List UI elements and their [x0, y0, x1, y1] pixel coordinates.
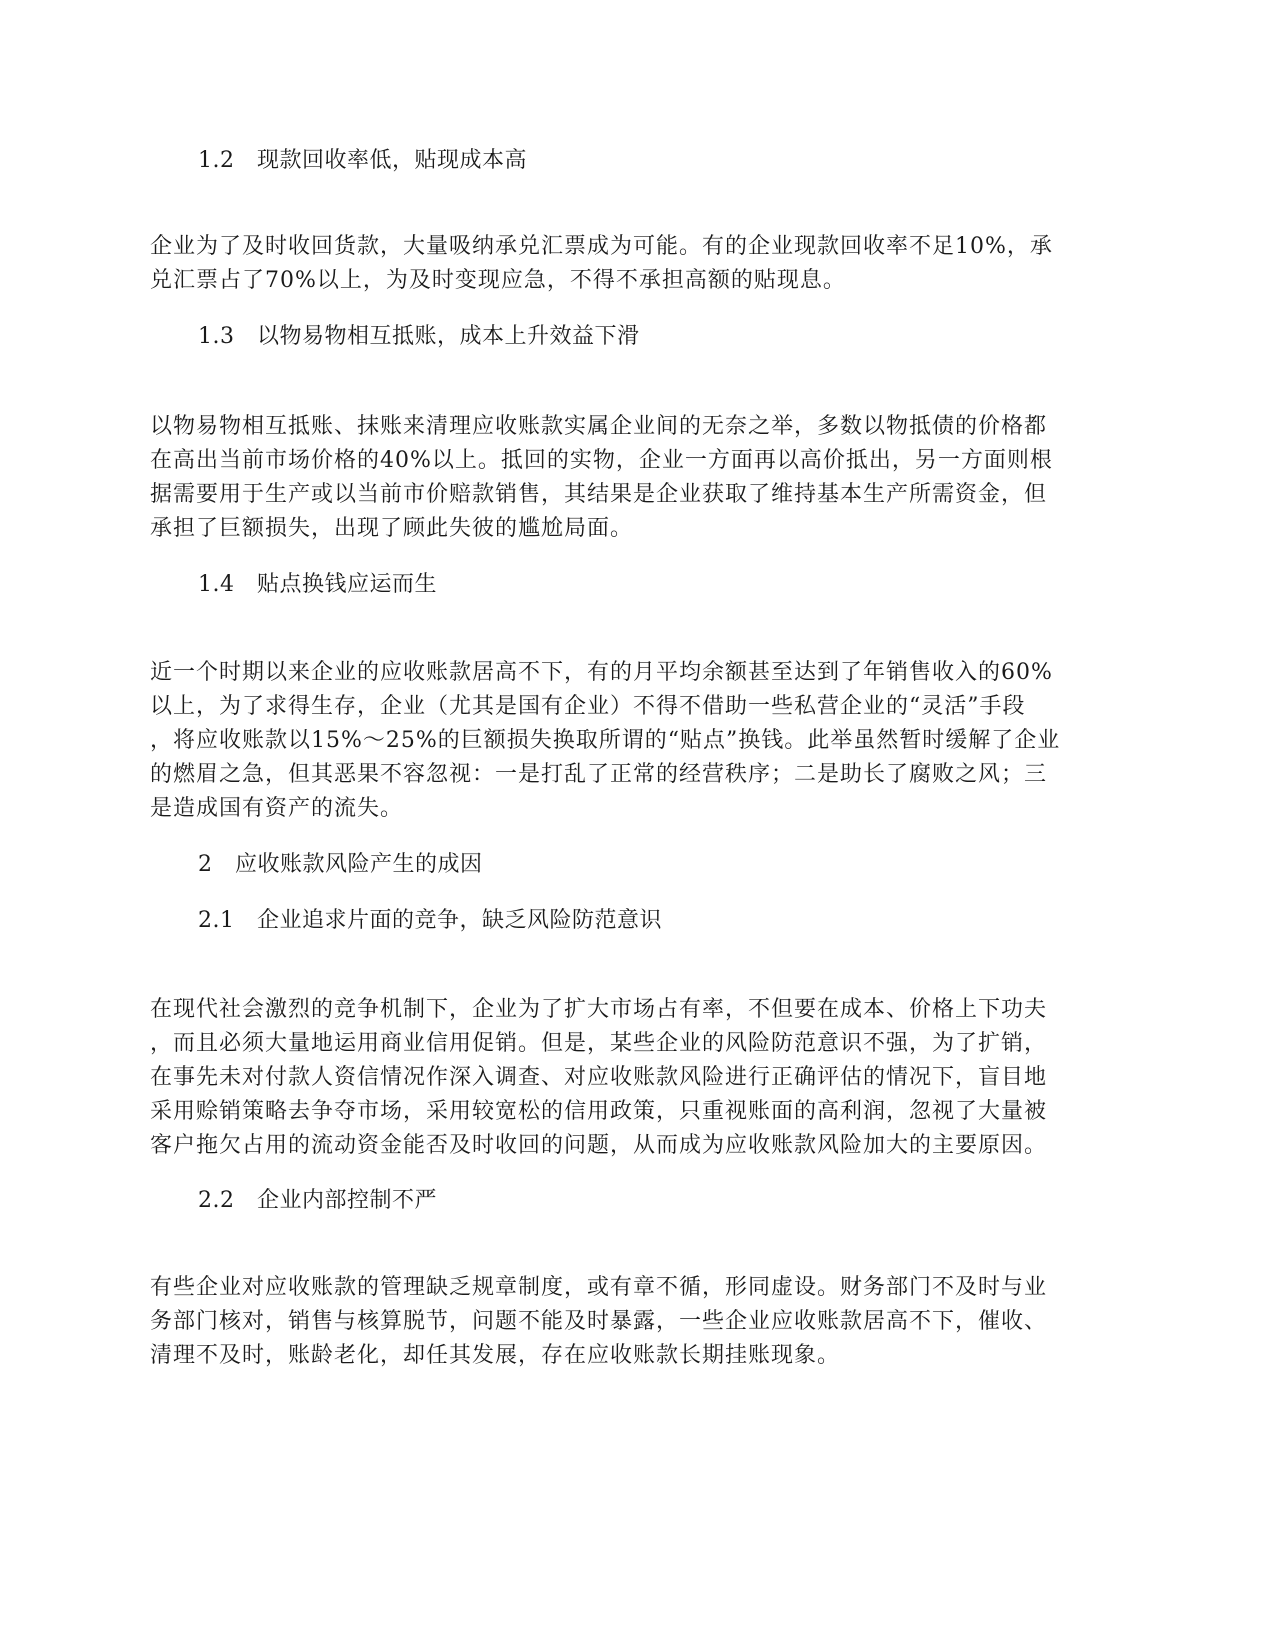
paragraph-1-3: [150, 410, 1130, 546]
paragraph-line: 务部门核对，销售与核算脱节，问题不能及时暴露，一些企业应收账款居高不下，催收、: [150, 1309, 1048, 1334]
paragraph-line: 以上，为了求得生存，企业（尤其是国有企业）不得不借助一些私营企业的“灵活”手段: [150, 694, 1026, 719]
paragraph-2-2: [150, 1271, 1130, 1373]
paragraph-line: 有些企业对应收账款的管理缺乏规章制度，或有章不循，形同虚设。财务部门不及时与业: [150, 1275, 1048, 1300]
paragraph-line: 承担了巨额损失，出现了顾此失彼的尴尬局面。: [150, 516, 634, 541]
paragraph-2-1: [150, 993, 1130, 1163]
paragraph-line: 是造成国有资产的流失。: [150, 796, 404, 821]
paragraph-1-2: [150, 230, 1130, 298]
paragraph-1-4: [150, 656, 1130, 826]
paragraph-line: 采用赊销策略去争夺市场，采用较宽松的信用政策，只重视账面的高利润，忽视了大量被: [150, 1099, 1048, 1124]
paragraph-line: 的燃眉之急，但其恶果不容忽视：一是打乱了正常的经营秩序；二是助长了腐败之风；三: [150, 762, 1048, 787]
paragraph-line: 兑汇票占了70%以上，为及时变现应急，不得不承担高额的贴现息。: [150, 268, 846, 293]
paragraph-line: 清理不及时，账龄老化，却任其发展，存在应收账款长期挂账现象。: [150, 1343, 841, 1368]
paragraph-line: ，而且必须大量地运用商业信用促销。但是，某些企业的风险防范意识不强，为了扩销，: [150, 1031, 1048, 1056]
paragraph-line: 企业为了及时收回货款，大量吸纳承兑汇票成为可能。有的企业现款回收率不足10%，承: [150, 234, 1053, 259]
paragraph-line: 以物易物相互抵账、抹账来清理应收账款实属企业间的无奈之举，多数以物抵债的价格都: [150, 414, 1048, 439]
paragraph-line: 在现代社会激烈的竞争机制下，企业为了扩大市场占有率，不但要在成本、价格上下功夫: [150, 997, 1048, 1022]
paragraph-line: 在事先未对付款人资信情况作深入调查、对应收账款风险进行正确评估的情况下，盲目地: [150, 1065, 1048, 1090]
section-heading-2-2: 2.2 企业内部控制不严: [198, 1188, 437, 1213]
section-heading-2-1: 2.1 企业追求片面的竞争，缺乏风险防范意识: [198, 908, 662, 933]
paragraph-line: 近一个时期以来企业的应收账款居高不下，有的月平均余额甚至达到了年销售收入的60%: [150, 660, 1053, 685]
paragraph-line: 客户拖欠占用的流动资金能否及时收回的问题，从而成为应收账款风险加大的主要原因。: [150, 1133, 1048, 1158]
section-heading-1-2: 1.2 现款回收率低，贴现成本高: [198, 148, 527, 173]
section-heading-2: 2 应收账款风险产生的成因: [198, 852, 483, 877]
section-heading-1-4: 1.4 贴点换钱应运而生: [198, 572, 437, 597]
paragraph-line: 据需要用于生产或以当前市价赔款销售，其结果是企业获取了维持基本生产所需资金，但: [150, 482, 1048, 507]
paragraph-line: 在高出当前市场价格的40%以上。抵回的实物，企业一方面再以高价抵出，另一方面则根: [150, 448, 1053, 473]
section-heading-1-3: 1.3 以物易物相互抵账，成本上升效益下滑: [198, 324, 640, 349]
paragraph-line: ，将应收账款以15%～25%的巨额损失换取所谓的“贴点”换钱。此举虽然暂时缓解了企业: [150, 728, 1061, 753]
